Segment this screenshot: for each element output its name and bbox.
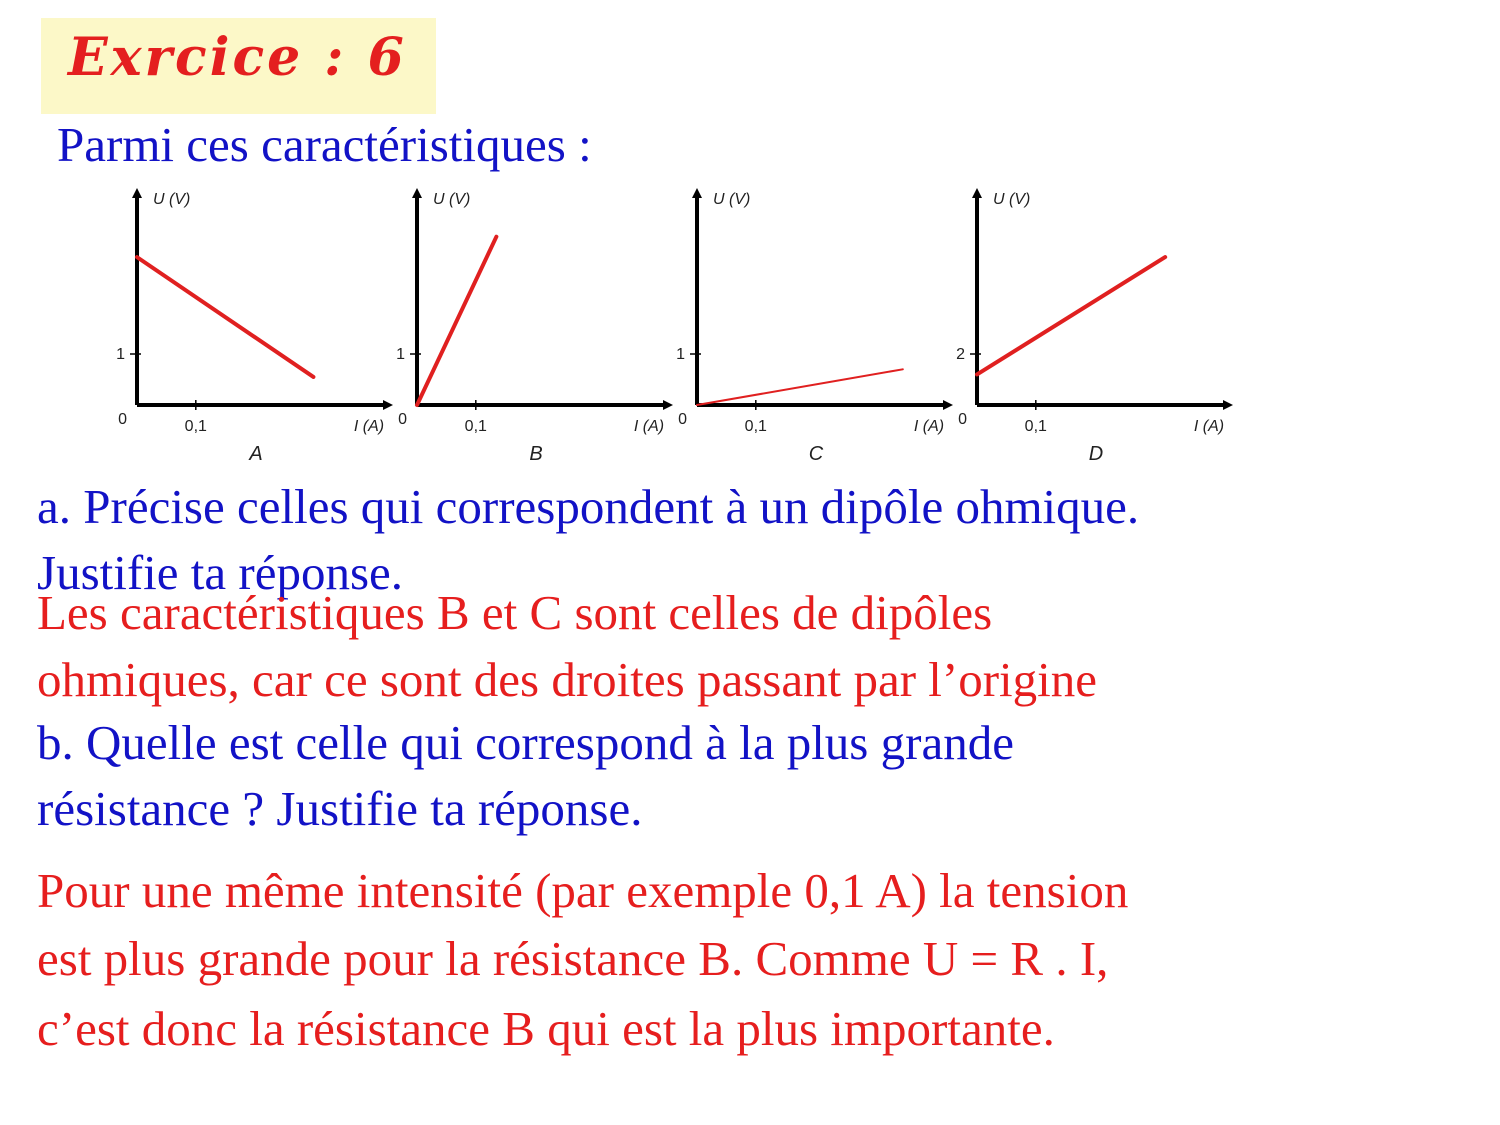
answer-b-line1: Pour une même intensité (par exemple 0,1 A) la tension <box>37 863 1129 918</box>
question-a-line2: Justifie ta réponse. <box>37 545 404 600</box>
question-a-line1: a. Précise celles qui correspondent à un dipôle ohmique. <box>37 479 1140 534</box>
chart-c-x-arrow <box>943 400 953 410</box>
chart-d-y-tick-label: 2 <box>956 346 965 363</box>
chart-b-name: B <box>529 443 543 465</box>
chart-a-series-line <box>137 257 313 377</box>
chart-c-y-arrow <box>692 188 702 198</box>
question-b-line2: résistance ? Justifie ta réponse. <box>37 781 643 836</box>
chart-c-x-tick-label: 0,1 <box>744 418 767 435</box>
chart-c-origin-label: 0 <box>678 411 687 428</box>
exercise-title: Exrcice : 6 <box>68 27 407 88</box>
chart-b-ylabel: U (V) <box>433 191 471 208</box>
chart-a-x-tick-label: 0,1 <box>184 418 207 435</box>
chart-a-y-tick-label: 1 <box>116 346 125 363</box>
chart-d-ylabel: U (V) <box>993 191 1031 208</box>
chart-a-origin-label: 0 <box>118 411 127 428</box>
chart-a-ylabel: U (V) <box>153 191 191 208</box>
answer-b-line3: c’est donc la résistance B qui est la plus importante. <box>37 1001 1055 1056</box>
chart-c-ylabel: U (V) <box>713 191 751 208</box>
chart-c-name: C <box>808 443 824 465</box>
chart-a-xlabel: I (A) <box>353 418 385 435</box>
chart-d-xlabel: I (A) <box>1193 418 1225 435</box>
chart-c-xlabel: I (A) <box>913 418 945 435</box>
chart-d-x-tick-label: 0,1 <box>1024 418 1047 435</box>
chart-b-origin-label: 0 <box>398 411 407 428</box>
chart-b-xlabel: I (A) <box>633 418 665 435</box>
question-b-line1: b. Quelle est celle qui correspond à la plus grande <box>37 715 1014 770</box>
chart-d-origin-label: 0 <box>958 411 967 428</box>
chart-c-series-line <box>697 369 903 405</box>
chart-b-x-arrow <box>663 400 673 410</box>
chart-b-y-tick-label: 1 <box>396 346 405 363</box>
chart-d-series-line <box>977 257 1165 374</box>
answer-a-line1: Les caractéristiques B et C sont celles de dipôles <box>37 585 993 640</box>
chart-a-x-arrow <box>383 400 393 410</box>
chart-b-y-arrow <box>412 188 422 198</box>
chart-d-y-arrow <box>972 188 982 198</box>
chart-d-name: D <box>1088 443 1104 465</box>
answer-b-line2: est plus grande pour la résistance B. Comme U = R . I, <box>37 931 1109 986</box>
answer-a-line2: ohmiques, car ce sont des droites passant par l’origine <box>37 652 1098 707</box>
chart-b-x-tick-label: 0,1 <box>464 418 487 435</box>
intro-text: Parmi ces caractéristiques : <box>57 117 592 172</box>
chart-c-y-tick-label: 1 <box>676 346 685 363</box>
chart-a-name: A <box>249 443 263 465</box>
chart-b-series-line <box>417 237 496 405</box>
chart-d-x-arrow <box>1223 400 1233 410</box>
characteristic-charts <box>0 0 1500 470</box>
chart-a-y-arrow <box>132 188 142 198</box>
